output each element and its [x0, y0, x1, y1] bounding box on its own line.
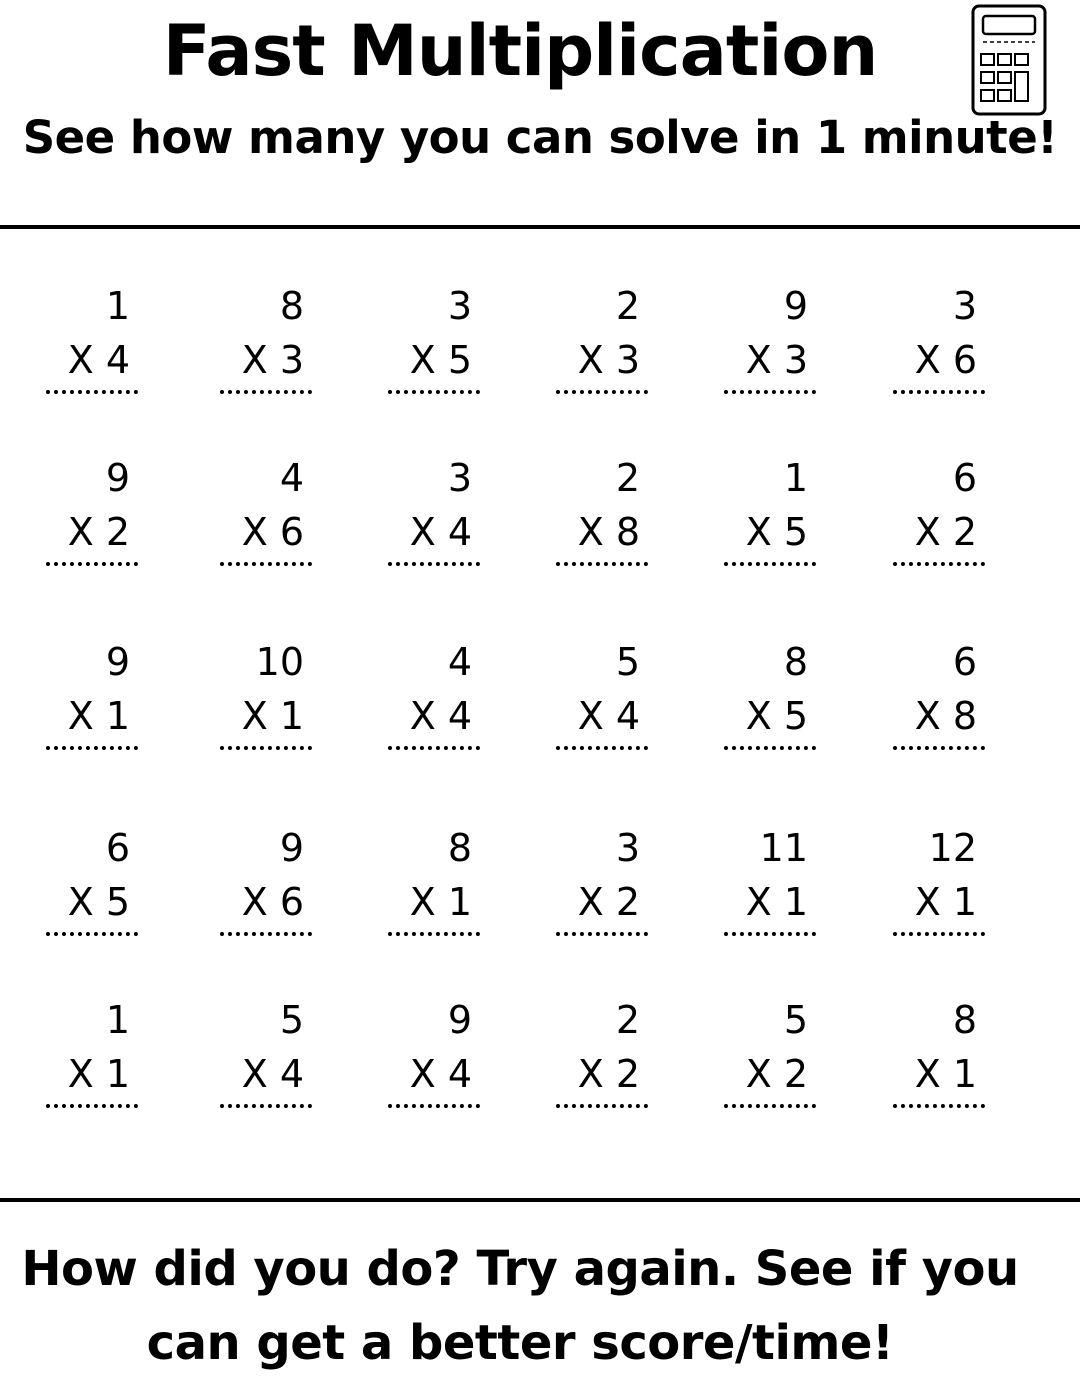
answer-line[interactable]	[220, 562, 312, 566]
multiplier: X 1	[914, 1052, 977, 1096]
footer-line-1: How did you do? Try again. See if you	[21, 1241, 1019, 1297]
multiplicand: 10	[255, 640, 304, 684]
problem-2-3	[380, 456, 490, 586]
problem-1-5	[716, 284, 826, 414]
answer-line[interactable]	[724, 932, 816, 936]
answer-line[interactable]	[220, 1104, 312, 1108]
answer-line[interactable]	[388, 1104, 480, 1108]
problem-4-1	[38, 826, 148, 956]
multiplicand: 9	[279, 826, 304, 870]
answer-line[interactable]	[893, 1104, 985, 1108]
problem-5-2	[212, 998, 322, 1128]
multiplier: X 2	[914, 510, 977, 554]
multiplier: X 2	[745, 1052, 808, 1096]
multiplier: X 2	[577, 880, 640, 924]
answer-line[interactable]	[220, 932, 312, 936]
multiplier: X 3	[745, 338, 808, 382]
answer-line[interactable]	[388, 390, 480, 394]
multiplier: X 3	[241, 338, 304, 382]
answer-line[interactable]	[388, 562, 480, 566]
answer-line[interactable]	[46, 746, 138, 750]
multiplier: X 1	[241, 694, 304, 738]
answer-line[interactable]	[724, 1104, 816, 1108]
problem-2-6	[885, 456, 995, 586]
problem-1-4	[548, 284, 658, 414]
multiplicand: 3	[952, 284, 977, 328]
multiplier: X 4	[409, 694, 472, 738]
page-title: Fast Multiplication	[162, 10, 878, 92]
multiplicand: 8	[447, 826, 472, 870]
multiplier: X 1	[67, 694, 130, 738]
multiplier: X 6	[914, 338, 977, 382]
multiplicand: 6	[105, 826, 130, 870]
multiplicand: 5	[615, 640, 640, 684]
problem-2-2	[212, 456, 322, 586]
answer-line[interactable]	[893, 932, 985, 936]
problem-1-6	[885, 284, 995, 414]
multiplicand: 1	[105, 998, 130, 1042]
problem-2-1	[38, 456, 148, 586]
multiplier: X 1	[745, 880, 808, 924]
answer-line[interactable]	[724, 746, 816, 750]
multiplier: X 6	[241, 510, 304, 554]
answer-line[interactable]	[724, 390, 816, 394]
bottom-divider	[0, 1198, 1080, 1202]
multiplicand: 6	[952, 456, 977, 500]
multiplicand: 4	[447, 640, 472, 684]
multiplicand: 2	[615, 284, 640, 328]
answer-line[interactable]	[220, 746, 312, 750]
multiplier: X 5	[745, 510, 808, 554]
problem-2-4	[548, 456, 658, 586]
multiplier: X 4	[409, 1052, 472, 1096]
multiplicand: 3	[615, 826, 640, 870]
answer-line[interactable]	[46, 390, 138, 394]
multiplicand: 6	[952, 640, 977, 684]
footer-message	[0, 1232, 1040, 1380]
problem-4-3	[380, 826, 490, 956]
problem-5-3	[380, 998, 490, 1128]
answer-line[interactable]	[46, 1104, 138, 1108]
multiplier: X 8	[577, 510, 640, 554]
problem-1-2	[212, 284, 322, 414]
answer-line[interactable]	[556, 932, 648, 936]
multiplicand: 8	[952, 998, 977, 1042]
problem-5-6	[885, 998, 995, 1128]
multiplicand: 9	[783, 284, 808, 328]
multiplicand: 12	[928, 826, 977, 870]
multiplier: X 2	[67, 510, 130, 554]
answer-line[interactable]	[556, 390, 648, 394]
answer-line[interactable]	[893, 562, 985, 566]
problem-4-6	[885, 826, 995, 956]
multiplicand: 3	[447, 284, 472, 328]
answer-line[interactable]	[893, 746, 985, 750]
multiplicand: 1	[105, 284, 130, 328]
calculator-icon	[970, 4, 1048, 116]
multiplicand: 9	[105, 456, 130, 500]
answer-line[interactable]	[556, 562, 648, 566]
multiplier: X 4	[241, 1052, 304, 1096]
multiplier: X 1	[67, 1052, 130, 1096]
multiplier: X 5	[67, 880, 130, 924]
multiplier: X 4	[409, 510, 472, 554]
problem-2-5	[716, 456, 826, 586]
problem-5-1	[38, 998, 148, 1128]
multiplier: X 5	[745, 694, 808, 738]
multiplicand: 2	[615, 998, 640, 1042]
answer-line[interactable]	[46, 932, 138, 936]
multiplier: X 6	[241, 880, 304, 924]
problem-3-5	[716, 640, 826, 770]
multiplier: X 1	[914, 880, 977, 924]
multiplicand: 5	[279, 998, 304, 1042]
multiplicand: 11	[759, 826, 808, 870]
multiplicand: 9	[447, 998, 472, 1042]
problem-4-2	[212, 826, 322, 956]
multiplier: X 8	[914, 694, 977, 738]
multiplicand: 8	[279, 284, 304, 328]
multiplier: X 3	[577, 338, 640, 382]
multiplicand: 5	[783, 998, 808, 1042]
multiplier: X 2	[577, 1052, 640, 1096]
answer-line[interactable]	[388, 746, 480, 750]
answer-line[interactable]	[724, 562, 816, 566]
problem-3-4	[548, 640, 658, 770]
problem-4-5	[716, 826, 826, 956]
answer-line[interactable]	[556, 746, 648, 750]
page-subtitle: See how many you can solve in 1 minute!	[22, 111, 1058, 164]
problem-4-4	[548, 826, 658, 956]
problem-3-2	[212, 640, 322, 770]
problem-3-6	[885, 640, 995, 770]
multiplicand: 9	[105, 640, 130, 684]
multiplicand: 4	[279, 456, 304, 500]
multiplicand: 3	[447, 456, 472, 500]
top-divider	[0, 225, 1080, 229]
multiplier: X 4	[577, 694, 640, 738]
answer-line[interactable]	[893, 390, 985, 394]
problem-5-4	[548, 998, 658, 1128]
answer-line[interactable]	[220, 390, 312, 394]
multiplicand: 1	[783, 456, 808, 500]
answer-line[interactable]	[556, 1104, 648, 1108]
multiplicand: 2	[615, 456, 640, 500]
multiplicand: 8	[783, 640, 808, 684]
multiplier: X 5	[409, 338, 472, 382]
multiplier: X 1	[409, 880, 472, 924]
problem-1-3	[380, 284, 490, 414]
problem-3-3	[380, 640, 490, 770]
answer-line[interactable]	[46, 562, 138, 566]
problem-1-1	[38, 284, 148, 414]
footer-line-2: can get a better score/time!	[146, 1315, 894, 1371]
answer-line[interactable]	[388, 932, 480, 936]
multiplier: X 4	[67, 338, 130, 382]
problem-5-5	[716, 998, 826, 1128]
problem-3-1	[38, 640, 148, 770]
